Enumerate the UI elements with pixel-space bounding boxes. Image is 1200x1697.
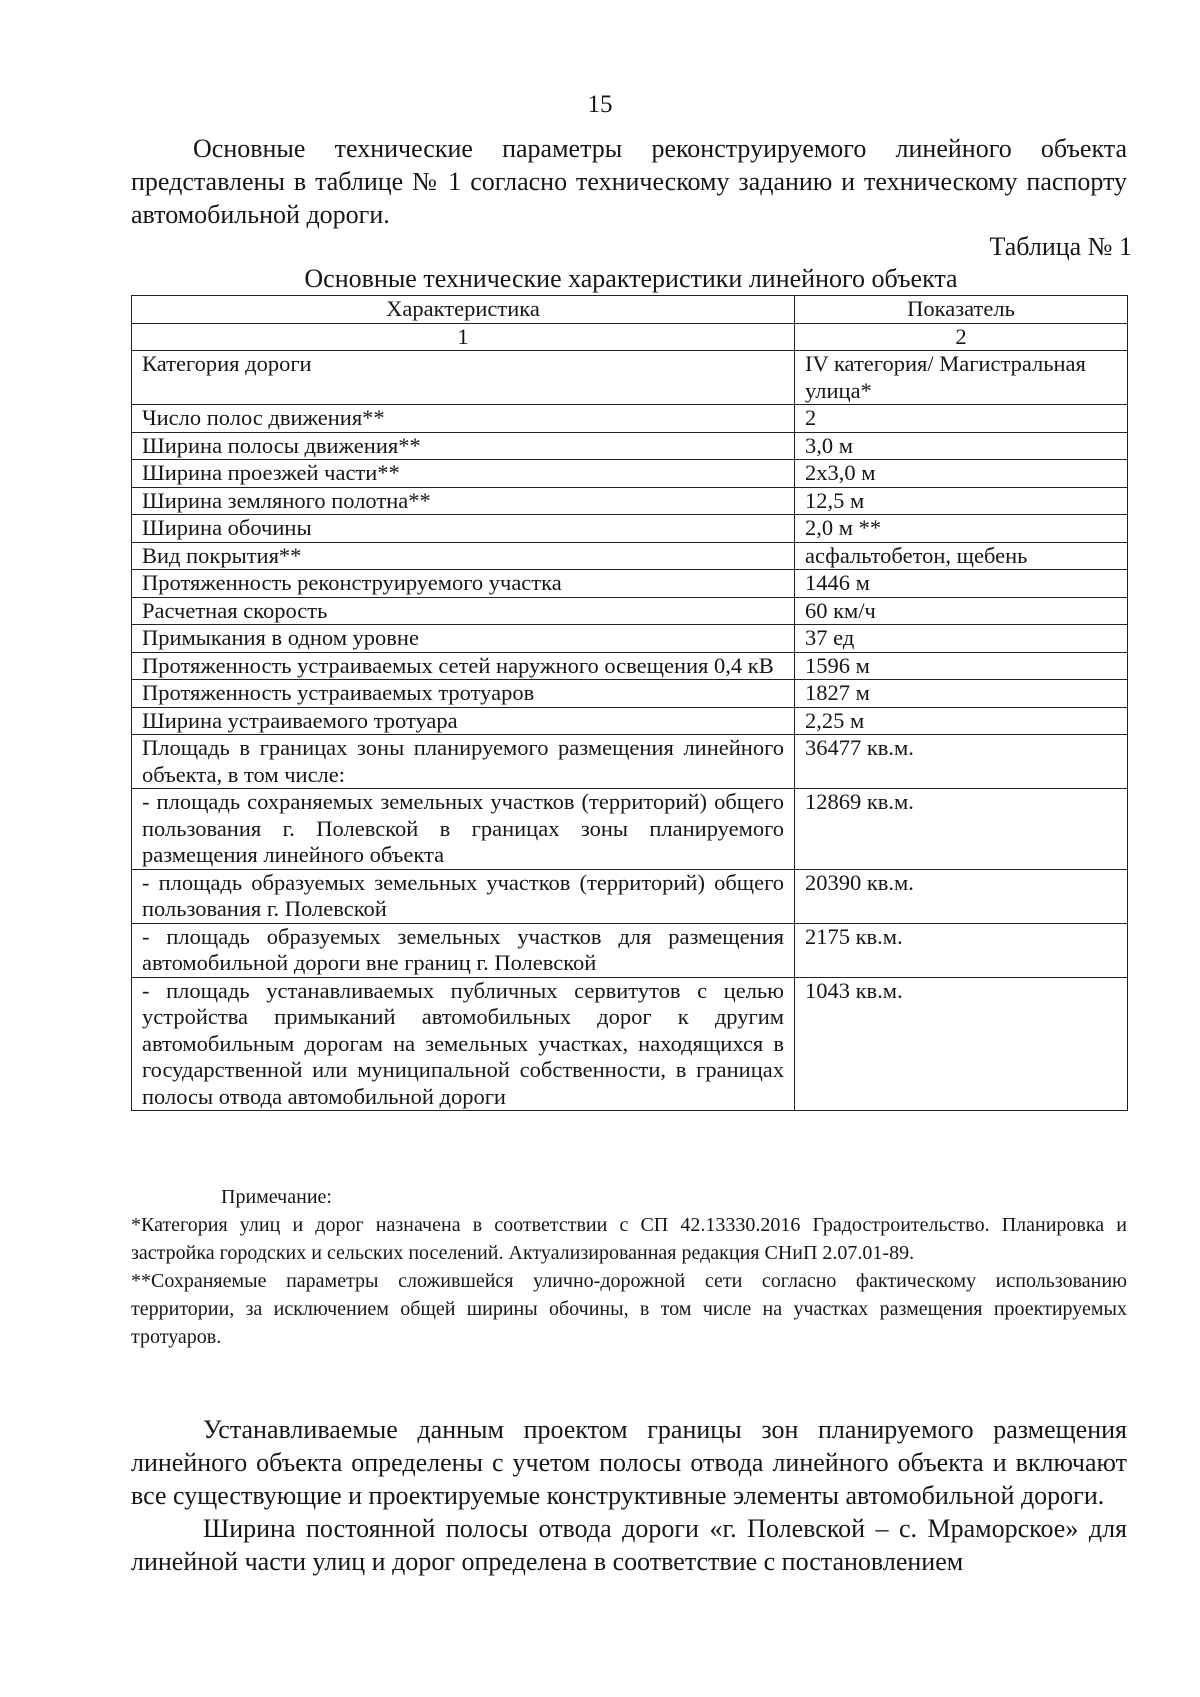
table-row [132,542,1128,570]
table-row [132,652,1128,680]
row-label: Категория дороги [132,351,795,405]
column-numbers-row [132,323,1128,351]
row-label: Примыкания в одном уровне [132,625,795,653]
row-label: - площадь образуемых земельных участков (территорий) общего пользования г. Полевской [132,869,795,923]
row-value: 20390 кв.м. [795,869,1128,923]
row-label: Протяженность реконструируемого участка [132,570,795,598]
row-label: Вид покрытия** [132,542,795,570]
notes-title: Примечание: [221,1186,332,1208]
header-indicator: Показатель [795,296,1128,324]
body-text [131,1413,1127,1578]
row-label: Протяженность устраиваемых сетей наружного освещения 0,4 кВ [132,652,795,680]
row-value: 1043 кв.м. [795,977,1128,1111]
table-title: Основные технические характеристики линейного объекта [304,264,958,293]
note-preserved-parameters: **Сохраняемые параметры сложившейся улично-дорожной сети согласно фактическому использованию территории, за исключением общей ширины обочины, в том числе на участках размещения проектируемых тротуаров. [131,1270,1127,1348]
table-row [132,460,1128,488]
row-label: Ширина обочины [132,515,795,543]
table-row [132,570,1128,598]
row-label: Расчетная скорость [132,597,795,625]
row-label: - площадь сохраняемых земельных участков (территорий) общего пользования г. Полевской в границах зоны планируемого размещения линейного объекта [132,789,795,870]
table-row [132,707,1128,735]
body-paragraph: Ширина постоянной полосы отвода дороги «г. Полевской – с. Мраморское» для линейной части улиц и дорог определена в соответствие с постановлением [131,1514,1127,1576]
row-value: 60 км/ч [795,597,1128,625]
table-header-row [132,296,1128,324]
row-value: 1596 м [795,652,1128,680]
notes-section [131,1183,1127,1351]
intro-paragraph: Основные технические параметры реконструируемого линейного объекта представлены в таблице № 1 согласно техническому заданию и техническому паспорту автомобильной дороги. [131,134,1127,229]
column-number: 2 [795,323,1128,351]
row-label: Ширина земляного полотна** [132,487,795,515]
page-number: 15 [587,91,613,118]
row-label: Ширина устраиваемого тротуара [132,707,795,735]
column-number: 1 [132,323,795,351]
parameters-table [131,295,1128,1111]
table-row [132,923,1128,977]
row-value: 1446 м [795,570,1128,598]
row-label: Число полос движения** [132,405,795,433]
note-category: *Категория улиц и дорог назначена в соответствии с СП 42.13330.2016 Градостроительство. Планировка и застройка городских и сельских поселений. Актуализированная редакция СНиП 2.07.01-89. [131,1214,1127,1264]
row-value: 12,5 м [795,487,1128,515]
row-value: 12869 кв.м. [795,789,1128,870]
table-row [132,515,1128,543]
table-row [132,869,1128,923]
table-row [132,351,1128,405]
row-label: Площадь в границах зоны планируемого размещения линейного объекта, в том числе: [132,735,795,789]
row-value: 3,0 м [795,432,1128,460]
table-row [132,405,1128,433]
table-row [132,789,1128,870]
row-label: - площадь образуемых земельных участков для размещения автомобильной дороги вне границ г. Полевской [132,923,795,977]
row-value: 1827 м [795,680,1128,708]
row-value: 37 ед [795,625,1128,653]
row-value: 2,0 м ** [795,515,1128,543]
body-paragraph: Устанавливаемые данным проектом границы зон планируемого размещения линейного объекта определены с учетом полосы отвода линейного объекта и включают все существующие и проектируемые конструктивные элементы автомобильной дороги. [131,1415,1127,1510]
table-row [132,977,1128,1111]
table-row [132,487,1128,515]
table-number: Таблица № 1 [989,232,1132,261]
row-label: Протяженность устраиваемых тротуаров [132,680,795,708]
row-value: асфальтобетон, щебень [795,542,1128,570]
row-value: 36477 кв.м. [795,735,1128,789]
table-row [132,597,1128,625]
table-row [132,432,1128,460]
row-value: IV категория/ Магистральная улица* [795,351,1128,405]
row-value: 2х3,0 м [795,460,1128,488]
table-row [132,680,1128,708]
row-label: Ширина полосы движения** [132,432,795,460]
row-value: 2 [795,405,1128,433]
row-label: Ширина проезжей части** [132,460,795,488]
row-value: 2175 кв.м. [795,923,1128,977]
row-label: - площадь устанавливаемых публичных сервитутов с целью устройства примыканий автомобильных дорог к другим автомобильным дорогам на земельных участках, находящихся в государственной или муниципальной собственности, в границах полосы отвода автомобильной дороги [132,977,795,1111]
table-row [132,735,1128,789]
table-row [132,625,1128,653]
row-value: 2,25 м [795,707,1128,735]
header-characteristic: Характеристика [132,296,795,324]
